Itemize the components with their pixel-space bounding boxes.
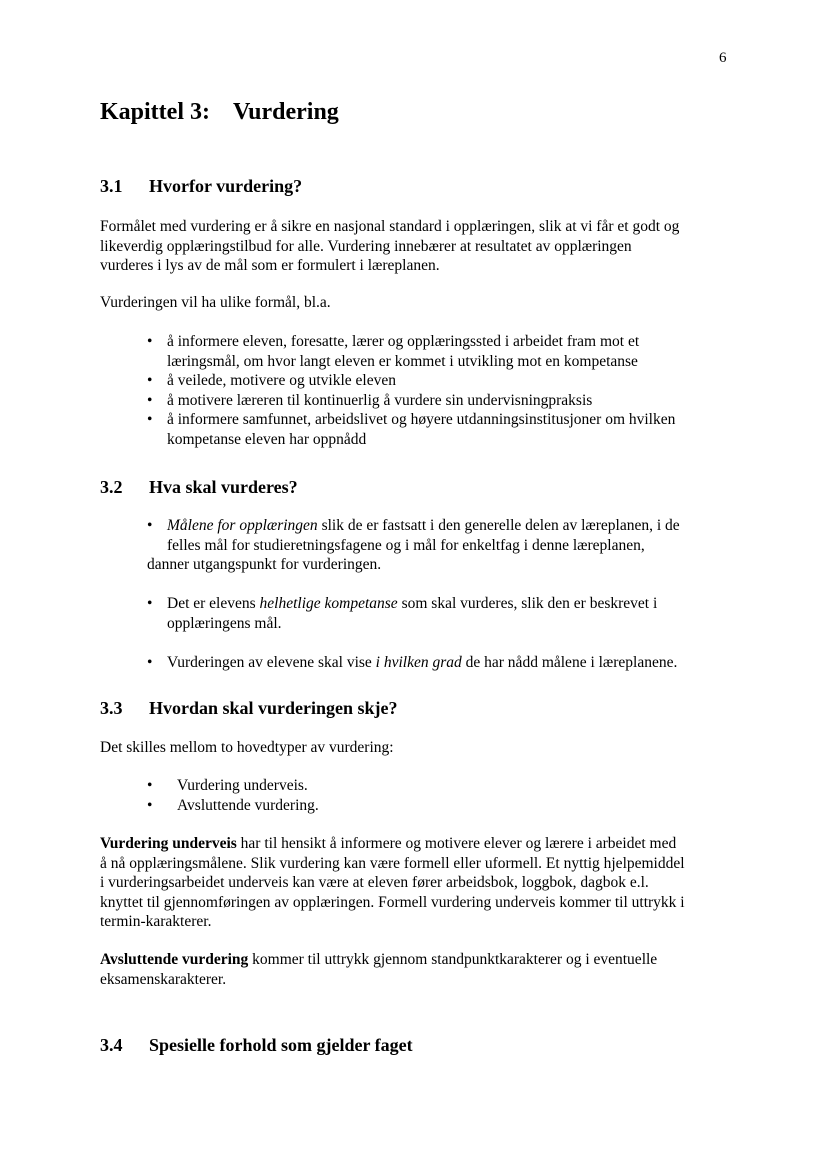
text-line: læringsmål, om hvor langt eleven er kommet i utvikling mot en kompetanse bbox=[167, 352, 638, 370]
final-assessment-paragraph bbox=[100, 950, 740, 989]
section-3-3-intro: Det skilles mellom to hovedtyper av vurdering: bbox=[100, 739, 394, 756]
text-line: knyttet til gjennomføringen av opplæringen. Formell vurdering underveis kommer til uttrykk i bbox=[100, 893, 685, 911]
text-line: å nå opplæringsmålene. Slik vurdering kan være formell eller uformell. Et nyttig hjelpemiddel bbox=[100, 854, 685, 872]
emphasis: helhetlige kompetanse bbox=[259, 595, 398, 612]
bold-term: Avsluttende vurdering bbox=[100, 951, 249, 968]
section-3-1-paragraph-2: Vurderingen vil ha ulike formål, bl.a. bbox=[100, 294, 331, 311]
list-item bbox=[147, 594, 747, 633]
text-line: Vurderingen av elevene skal vise bbox=[167, 653, 376, 671]
page-number: 6 bbox=[719, 50, 727, 66]
list-item bbox=[147, 371, 747, 391]
text-line: de har nådd målene i læreplanene. bbox=[461, 653, 678, 671]
text-line: Vurdering underveis. bbox=[177, 777, 308, 794]
list-item bbox=[147, 332, 747, 371]
text-line: felles mål for studieretningsfagene og i mål for enkeltfag i denne læreplanen, bbox=[167, 536, 645, 554]
section-3-1-paragraph-1 bbox=[100, 217, 740, 276]
list-item bbox=[147, 410, 747, 449]
emphasis: Målene for opplæringen bbox=[167, 517, 318, 534]
section-title: Spesielle forhold som gjelder faget bbox=[149, 1035, 413, 1055]
section-number: 3.4 bbox=[100, 1035, 123, 1055]
text-line: danner utgangspunkt for vurderingen. bbox=[147, 556, 382, 573]
section-number: 3.1 bbox=[100, 176, 123, 196]
section-3-3-heading bbox=[100, 698, 398, 719]
emphasis: i hvilken grad bbox=[375, 653, 462, 671]
section-title: Hvordan skal vurderingen skje? bbox=[149, 698, 398, 718]
text-line: å informere eleven, foresatte, lærer og opplæringssted i arbeidet fram mot et bbox=[167, 333, 640, 350]
list-item bbox=[147, 776, 747, 796]
text-line: kommer til uttrykk gjennom standpunktkarakterer og i eventuelle bbox=[248, 951, 658, 968]
section-number: 3.3 bbox=[100, 698, 123, 718]
text-line: opplæringens mål. bbox=[167, 614, 282, 632]
list-item bbox=[147, 796, 747, 816]
chapter-title-text: Vurdering bbox=[233, 99, 339, 125]
section-3-2-heading bbox=[100, 477, 298, 498]
text-line: å informere samfunnet, arbeidslivet og høyere utdanningsinstitusjoner om hvilken bbox=[167, 411, 676, 428]
chapter-title bbox=[100, 99, 339, 126]
list-item bbox=[147, 516, 747, 575]
section-3-1-heading bbox=[100, 176, 302, 197]
text-line: Det er elevens bbox=[167, 595, 260, 612]
text-line: Formålet med vurdering er å sikre en nasjonal standard i opplæringen, slik at vi får et godt og bbox=[100, 218, 680, 235]
bold-term: Vurdering underveis bbox=[100, 835, 237, 852]
text-line: å motivere læreren til kontinuerlig å vurdere sin undervisningpraksis bbox=[167, 391, 593, 409]
chapter-number: Kapittel 3: bbox=[100, 99, 210, 125]
text-line: vurderes i lys av de mål som er formulert i læreplanen. bbox=[100, 257, 440, 274]
ongoing-assessment-paragraph bbox=[100, 834, 740, 932]
text-line: Avsluttende vurdering. bbox=[177, 796, 319, 814]
text-line: har til hensikt å informere og motivere elever og lærere i arbeidet med bbox=[236, 835, 677, 852]
assessment-types-list bbox=[147, 776, 747, 815]
section-number: 3.2 bbox=[100, 477, 123, 497]
list-item bbox=[147, 653, 747, 673]
text-line: termin-karakterer. bbox=[100, 913, 212, 930]
text-line: å veilede, motivere og utvikle eleven bbox=[167, 372, 396, 389]
assessment-list bbox=[147, 516, 747, 672]
list-item bbox=[147, 391, 747, 411]
section-title: Hvorfor vurdering? bbox=[149, 176, 303, 196]
text-line: slik de er fastsatt i den generelle delen av læreplanen, i de bbox=[317, 517, 680, 534]
text-line: i vurderingsarbeidet underveis kan være at eleven fører arbeidsbok, loggbok, dagbok e.l. bbox=[100, 874, 649, 891]
text-line: likeverdig opplæringstilbud for alle. Vurdering innebærer at resultatet av opplæringen bbox=[100, 237, 632, 255]
text-line: kompetanse eleven har oppnådd bbox=[167, 430, 367, 448]
purpose-list bbox=[147, 332, 747, 449]
section-title: Hva skal vurderes? bbox=[149, 477, 298, 497]
text-line: eksamenskarakterer. bbox=[100, 970, 227, 988]
section-3-4-heading bbox=[100, 1035, 413, 1056]
text-line: som skal vurderes, slik den er beskrevet i bbox=[397, 595, 658, 612]
